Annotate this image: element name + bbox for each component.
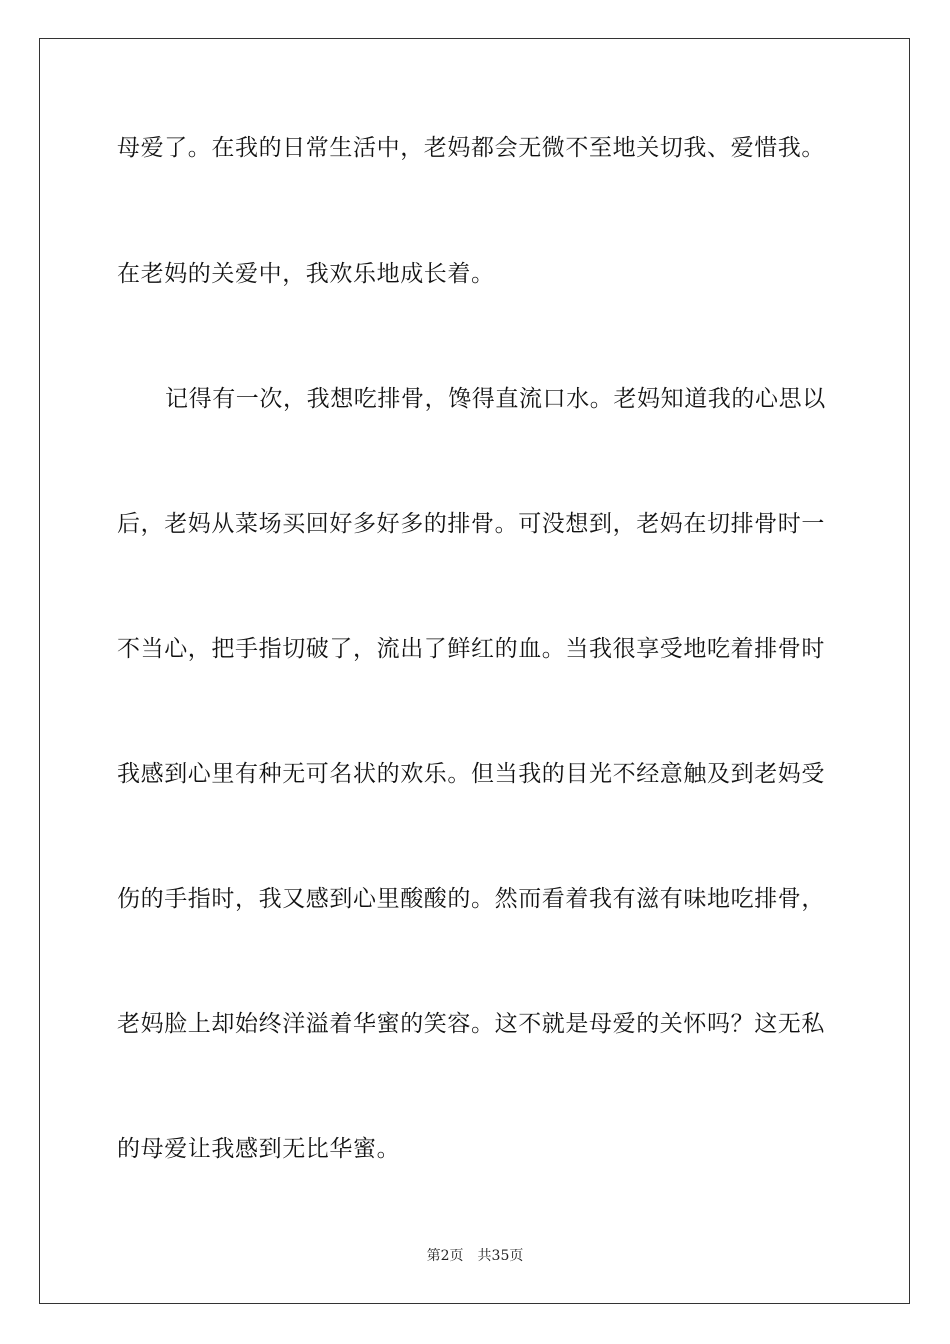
- paragraph-line: 记得有一次，我想吃排骨，馋得直流口水。老妈知道我的心思以: [165, 386, 826, 412]
- paragraph-line: 在老妈的关爱中，我欢乐地成长着。: [117, 261, 495, 287]
- paragraph-line: 的母爱让我感到无比华蜜。: [117, 1136, 401, 1162]
- paragraph-line: 老妈脸上却始终洋溢着华蜜的笑容。这不就是母爱的关怀吗？这无私: [117, 1011, 825, 1037]
- paragraph-line: 后，老妈从菜场买回好多好多的排骨。可没想到，老妈在切排骨时一: [117, 511, 825, 537]
- page-number: 第2页: [426, 1248, 464, 1264]
- page-total: 共35页: [477, 1248, 524, 1264]
- page-border: [39, 38, 910, 1304]
- paragraph-line: 伤的手指时，我又感到心里酸酸的。然而看着我有滋有味地吃排骨，: [117, 886, 825, 912]
- paragraph-line: 我感到心里有种无可名状的欢乐。但当我的目光不经意触及到老妈受: [117, 761, 825, 787]
- paragraph-line: 不当心，把手指切破了，流出了鲜红的血。当我很享受地吃着排骨时: [117, 636, 825, 662]
- paragraph-line: 母爱了。在我的日常生活中，老妈都会无微不至地关切我、爱惜我。: [117, 135, 825, 161]
- page-footer: [0, 1247, 950, 1265]
